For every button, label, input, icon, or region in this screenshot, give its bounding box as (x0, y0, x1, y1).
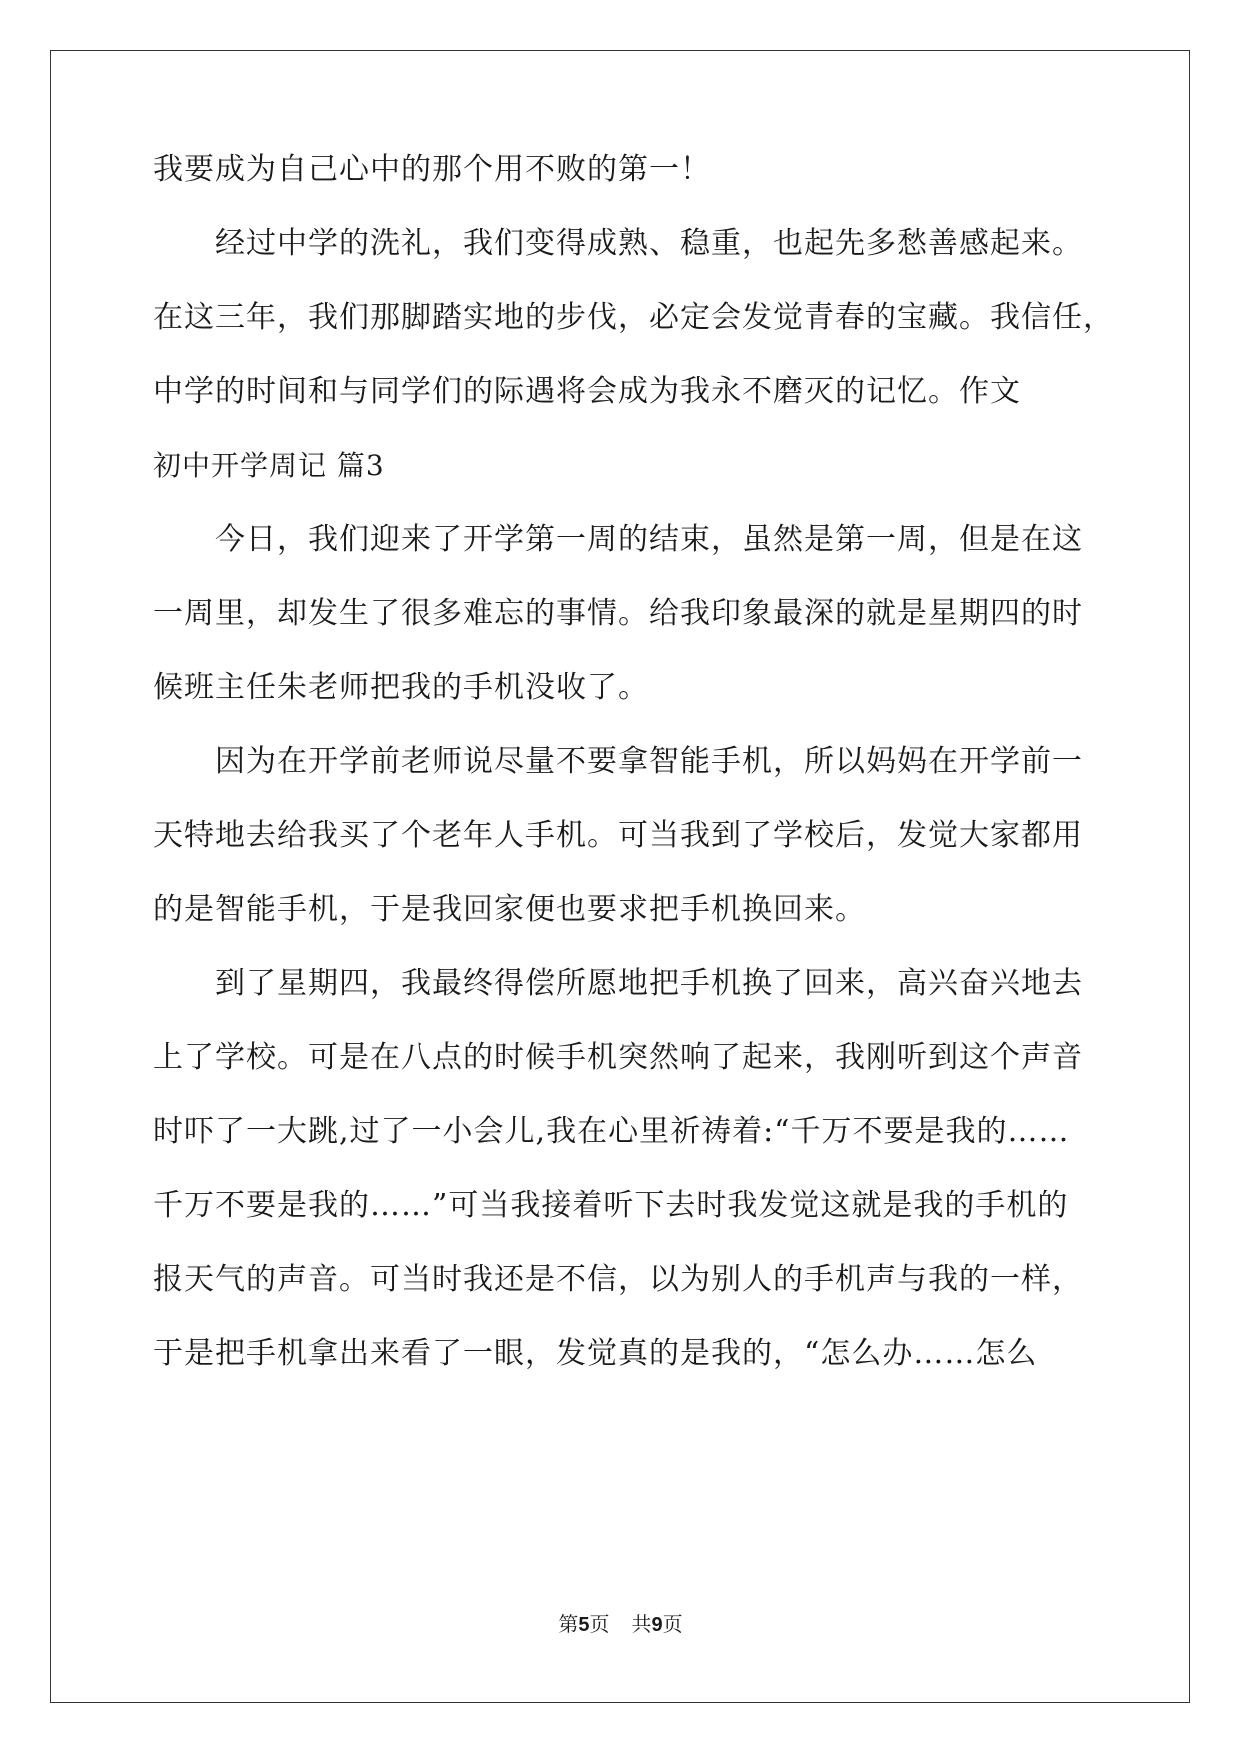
text-line: 的是智能手机，于是我回家便也要求把手机换回来。 (153, 892, 866, 927)
total-prefix: 共 (631, 1612, 652, 1636)
text-line: 候班主任朱老师把我的手机没收了。 (153, 670, 649, 705)
text-line: 于是把手机拿出来看了一眼，发觉真的是我的，“怎么办……怎么 (153, 1336, 1038, 1371)
paragraph-start-line: 今日，我们迎来了开学第一周的结束，虽然是第一周，但是在这 (215, 522, 1083, 557)
current-page-number: 5 (578, 1614, 590, 1636)
page-footer (0, 1612, 1241, 1637)
text-line: 在这三年，我们那脚踏实地的步伐，必定会发觉青春的宝藏。我信任， (153, 300, 1114, 335)
page-suffix: 页 (589, 1612, 610, 1636)
text-line: 中学的时间和与同学们的际遇将会成为我永不磨灭的记忆。作文 (153, 374, 1021, 409)
text-line: 时吓了一大跳,过了一小会儿,我在心里祈祷着:“千万不要是我的…… (153, 1114, 1070, 1149)
text-line: 千万不要是我的……”可当我接着听下去时我发觉这就是我的手机的 (153, 1188, 1069, 1223)
page-prefix: 第 (558, 1612, 579, 1636)
text-line: 报天气的声音。可当时我还是不信，以为别人的手机声与我的一样， (153, 1262, 1083, 1297)
paragraph-start-line: 因为在开学前老师说尽量不要拿智能手机，所以妈妈在开学前一 (215, 744, 1083, 779)
text-line: 天特地去给我买了个老年人手机。可当我到了学校后，发觉大家都用 (153, 818, 1083, 853)
paragraph-start-line: 到了星期四，我最终得偿所愿地把手机换了回来，高兴奋兴地去 (215, 966, 1083, 1001)
text-line: 一周里，却发生了很多难忘的事情。给我印象最深的就是星期四的时 (153, 596, 1083, 631)
total-suffix: 页 (662, 1612, 683, 1636)
total-page-number: 9 (651, 1614, 663, 1636)
text-line: 上了学校。可是在八点的时候手机突然响了起来，我刚听到这个声音 (153, 1040, 1083, 1075)
section-heading: 初中开学周记 篇3 (153, 449, 385, 482)
paragraph-start-line: 经过中学的洗礼，我们变得成熟、稳重，也起先多愁善感起来。 (215, 226, 1083, 261)
text-line: 我要成为自己心中的那个用不败的第一！ (153, 152, 711, 187)
